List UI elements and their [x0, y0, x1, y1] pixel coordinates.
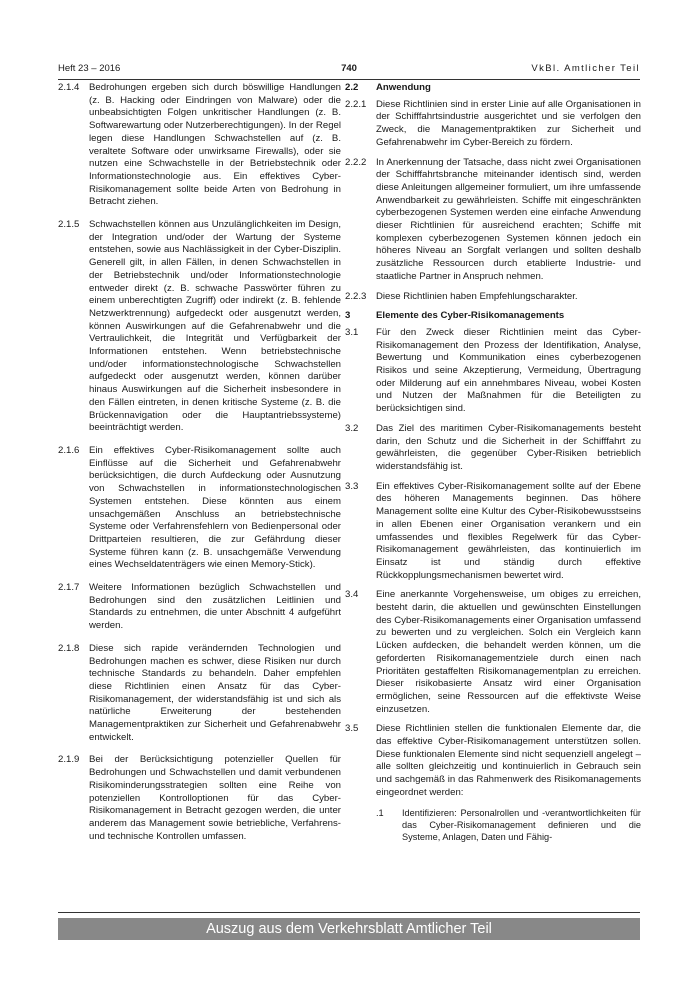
- paragraph-number: 3.5: [345, 723, 359, 735]
- paragraph-2-1-4: [58, 82, 341, 209]
- paragraph-number: 2.1.9: [58, 754, 80, 766]
- paragraph-text: Weitere Informationen bezüglich Schwachstellen und Bedrohungen sind den zusätzlichen Leitlinien und Standards zu entnehmen, die unter Abschnitt 4 aufgeführt werden.: [89, 582, 341, 632]
- paragraph-2-1-6: [58, 445, 341, 572]
- right-column: [345, 82, 641, 843]
- paragraph-text: In Anerkennung der Tatsache, dass nicht zwei Organisationen der Schifffahrtsbranche miteinander identisch sind, werden diese Anleitungen allgemeiner formuliert, um ihre umfassende Anwendbarkeit zu gewährleisten. Schiffe mit eingeschränkten cyberbezogenen Systemen werden eine einfache Anwendung dieser Richtlinien für ausreichend erachten; Schiffe mit komplexen cyberbezogenen Systemen können jedoch ein höheres Niveau an Sorgfalt verlangen und sollten deshalb zusätzliche Ressourcen durch etablierte Industrie- und staatliche Partner in Anspruch nehmen.: [376, 156, 641, 282]
- section-heading-3: [345, 310, 641, 323]
- paragraph-number: 2.1.6: [58, 444, 80, 456]
- paragraph-text: Für den Zweck dieser Richtlinien meint das Cyber-Risikomanagement den Prozess der Identifikation, Analyse, Bewertung und Kommunikation eines cyberbezogenen Risikos und seine Akzeptierung, Vermeidung, Übertragung oder Milderung auf ein annehmbares Niveau, wobei Kosten und Nutzen der Maßnahmen für die Beteiligten zu berücksichtigen sind.: [376, 326, 641, 415]
- paragraph-2-1-7: [58, 582, 341, 633]
- paragraph-text: Bei der Berücksichtigung potenzieller Quellen für Bedrohungen und Schwachstellen und damit verbundenen Risikominderungsstrategien sollten eine Reihe von potenziellen Kontrolloptionen für das Cyber-Risikomanagement in Betracht gezogen werden, die unter anderem das Management sowie betriebliche, Verfahrens- und technische Kontrollen umfassen.: [89, 754, 341, 842]
- paragraph-number: 2.2.2: [345, 156, 367, 168]
- section-title: Elemente des Cyber-Risikomanagements: [376, 310, 565, 322]
- issue-label: Heft 23 – 2016: [58, 63, 121, 74]
- paragraph-2-2-1: [345, 99, 641, 150]
- section-number: 2.2: [345, 82, 359, 93]
- paragraph-2-1-9: [58, 754, 341, 843]
- paragraph-text: Ein effektives Cyber-Risikomanagement sollte auch Einflüsse auf die Sicherheit und Gefahrenabwehr berücksichtigen, die durch Aufdeckung oder Ausnutzung von Schwachstellen in informationstechnologischen Systemen entstehen. Diese könnten aus einem unsachgemäßen Anschluss an betriebstechnische Systeme oder Verfahrensfehlern von Bedienpersonal oder Drittparteien resultieren, die zur Gefährdung dieser Systeme führen kann (z. B. unsachgemäße Verwendung eines Wechseldatenträgers wie einen Memory-Stick).: [89, 444, 341, 571]
- page-number: 740: [341, 63, 357, 74]
- section-title: Anwendung: [376, 82, 431, 93]
- paragraph-2-1-8: [58, 643, 341, 745]
- paragraph-text: Eine anerkannte Vorgehensweise, um obiges zu erreichen, besteht darin, die aktuellen und gewünschten Einstellungen des Cyber-Risikomanagements einer Organisation umfassend zu bewerten und zu vergleichen. Solch ein Vergleich kann Lücken aufdecken, die behandelt werden können, um die geforderten Risikomanagementziele durch einen nach Prioritäten gestaffelten Risikomanagementplan zu erreichen. Dieser risikobasierte Ansatz wird einer Organisation ermöglichen, seine Ressourcen auf die effektivste Weise einzusetzen.: [376, 589, 641, 715]
- paragraph-text: Diese sich rapide verändernden Technologien und Bedrohungen machen es schwer, diese Risiken nur durch technische Standards zu behandeln. Daher empfehlen diese Richtlinien einen Ansatz für das Cyber-Risikomanagement, der widerstandsfähig ist und sich als natürliche Erweiterung der bestehenden Managementpraktiken zur Sicherheit und Gefahrenabwehr entwickelt.: [89, 642, 341, 743]
- paragraph-text: Ein effektives Cyber-Risikomanagement sollte auf der Ebene des höheren Managements beginnen. Das höhere Management sollte eine Kultur des Cyber-Risikobewusstseins in allen Ebenen einer Organisation verankern und ein umfassendes und flexibles Regelwerk für das Cyber-Risikomanagement gewährleisten, das kontinuierlich im Einsatz ist und ständig durch effektive Rückkopplungsmechanismen bewertet wird.: [376, 480, 641, 581]
- section-number: 3: [345, 310, 351, 322]
- publication-title: VkBl. Amtlicher Teil: [531, 63, 640, 74]
- paragraph-2-1-5: [58, 219, 341, 435]
- footer-divider: [58, 912, 640, 913]
- header-divider: [58, 79, 640, 80]
- paragraph-3-2: [345, 423, 641, 474]
- footer-banner: Auszug aus dem Verkehrsblatt Amtlicher Teil: [58, 918, 640, 940]
- paragraph-text: Schwachstellen können aus Unzulänglichkeiten im Design, der Integration und/oder der Wartung der Systeme entstehen, sowie aus Nachlässigkeit in der Cyber-Disziplin. Generell gilt, in allen Fällen, in denen Schwachstellen in der Betriebstechnik und/oder Informationstechnologie entweder direkt (z. B. schwache Passwörter führen zu einem unberechtigten Zugriff) oder indirekt (z. B. fehlende Netzwerktrennung) aufgedeckt oder ausgenutzt werden, können Auswirkungen auf die Gefahrenabwehr und die Vertraulichkeit, die Integrität und Verfügbarkeit der Informationen entstehen. Wenn betriebstechnische und/oder informationstechnologische Schwachstellen aufgedeckt oder ausgenutzt werden, können darüber hinaus Auswirkungen auf die Sicherheit insbesondere in den Fällen eintreten, in denen kritische Systeme (z. B. die Brückennavigation oder die Hauptantriebssysteme) beeinträchtigt werden.: [89, 219, 341, 434]
- sub-item-number: .1: [376, 807, 384, 818]
- paragraph-3-4: [345, 589, 641, 716]
- left-column: [58, 82, 341, 853]
- paragraph-text: Bedrohungen ergeben sich durch böswillige Handlungen (z. B. Hacking oder Eindringen von Malware) oder die unbeabsichtigten Folgen unkritischer Handlungen (z. B. Softwarewartung oder Nutzerberechtigungen). In der Regel legen diese Handlungen Schwachstellen auf (z. B. veraltete Software oder unwirksame Firewalls), oder sie nutzen eine Schwachstelle in der Betriebstechnik oder Informationstechnologie aus. Ein effektives Cyber-Risikomanagement sollte beide Arten von Bedrohung in Betracht ziehen.: [89, 82, 341, 208]
- paragraph-number: 2.2.1: [345, 98, 367, 110]
- paragraph-3-5: [345, 723, 641, 799]
- paragraph-text: Diese Richtlinien haben Empfehlungscharakter.: [376, 290, 578, 302]
- paragraph-text: Das Ziel des maritimen Cyber-Risikomanagements besteht darin, den Schutz und die Sicherheit in der Schifffahrt zu gewährleisten, die gegenüber Cyber-Risiken betrieblich widerstandsfähig ist.: [376, 422, 641, 472]
- page-header: [58, 63, 640, 77]
- sub-item-text: Identifizieren: Personalrollen und -verantwortlichkeiten für das Cyber-Risikomanagement definieren und die Systeme, Anlagen, Daten und Fähig-: [402, 807, 641, 842]
- paragraph-number: 3.4: [345, 589, 359, 601]
- paragraph-text: Diese Richtlinien sind in erster Linie auf alle Organisationen in der Schifffahrtsindustrie ausgerichtet und sie verfolgen den Zweck, die Managementpraktiken zur Sicherheit und Gefahrenabwehr im Cyber-Bereich zu fördern.: [376, 98, 641, 148]
- paragraph-number: 3.2: [345, 422, 359, 434]
- paragraph-number: 2.1.4: [58, 82, 80, 93]
- paragraph-3-1: [345, 327, 641, 416]
- paragraph-3-3: [345, 481, 641, 583]
- paragraph-number: 2.1.5: [58, 219, 80, 231]
- sub-item-3-5-1: [345, 807, 641, 844]
- paragraph-2-2-2: [345, 157, 641, 284]
- section-heading-2-2: [345, 82, 641, 95]
- paragraph-number: 2.1.7: [58, 582, 80, 594]
- paragraph-number: 3.1: [345, 326, 359, 338]
- paragraph-2-2-3: [345, 291, 641, 304]
- paragraph-text: Diese Richtlinien stellen die funktionalen Elemente dar, die das effektive Cyber-Risikomanagement unterstützen sollen. Diese funktionalen Elemente sind nicht sequenziell angelegt – alle sollten gleichzeitig und kontinuierlich in Gebrauch sein und sachgemäß in das Rahmenwerk des Risikomanagements eingeordnet werden:: [376, 723, 641, 798]
- paragraph-number: 2.2.3: [345, 290, 367, 302]
- paragraph-number: 3.3: [345, 480, 359, 492]
- paragraph-number: 2.1.8: [58, 642, 80, 654]
